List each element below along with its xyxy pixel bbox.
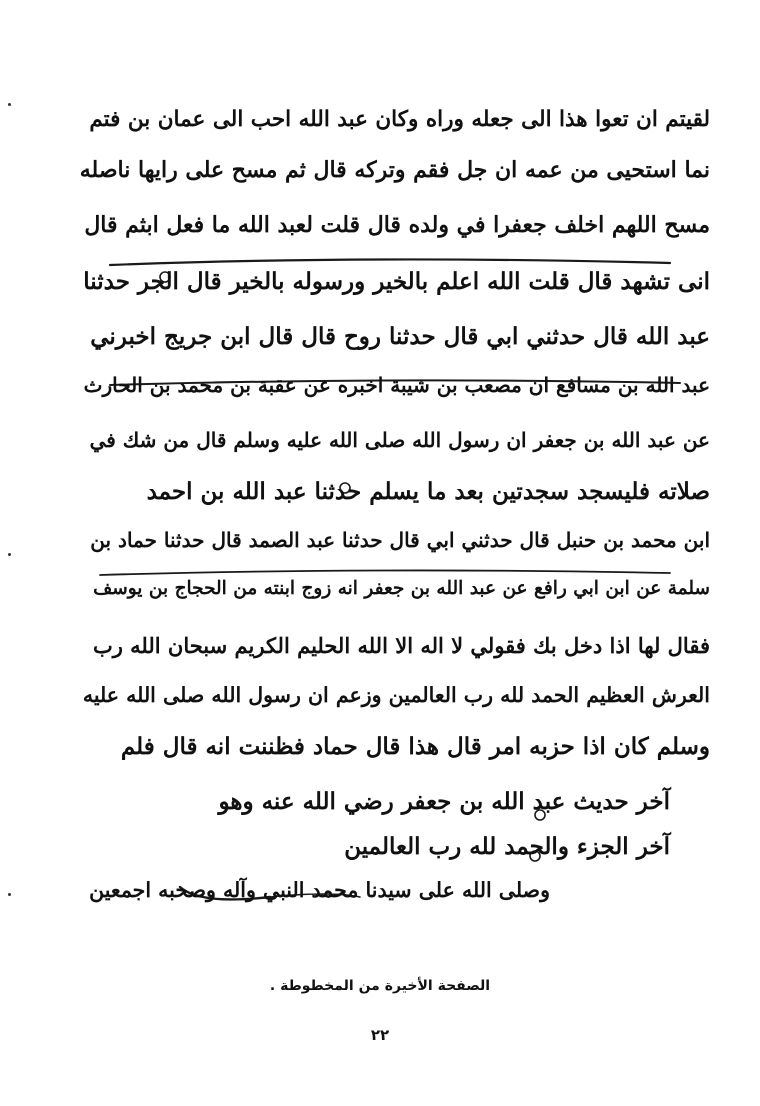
manuscript-line-9: ابن محمد بن حنبل قال حدثني ابي قال حدثنا عبد الصمد قال حدثنا حماد بن <box>90 528 710 552</box>
manuscript-line-8: صلاته فليسجد سجدتين بعد ما يسلم حدثنا عبد الله بن احمد <box>146 478 710 505</box>
manuscript-line-1: لقيتم ان تعوا هذا الى جعله وراه وكان عبد الله احب الى عمان بن فتم <box>89 107 710 132</box>
manuscript-line-12: العرش العظيم الحمد لله رب العالمين وزعم ان رسول الله صلى الله عليه <box>82 683 710 707</box>
scan-speck <box>8 893 11 896</box>
scan-speck <box>8 103 11 106</box>
manuscript-line-4: انى تشهد قال قلت الله اعلم بالخير ورسوله بالخير قال الجر حدثنا <box>83 268 710 295</box>
manuscript-line-6: عبد الله بن مسافع ان مصعب بن شيبة اخبره عن عقبة بن محمد بن الحارث <box>83 373 710 397</box>
baseline-stroke <box>100 570 670 575</box>
figure-caption: الصفحة الأخيرة من المخطوطة . <box>269 978 491 994</box>
manuscript-line-14: آخر حديث عبد الله بن جعفر رضي الله عنه وهو <box>218 788 670 815</box>
manuscript-line-5: عبد الله قال حدثني ابي قال حدثنا روح قال قال ابن جريج اخبرني <box>90 323 710 350</box>
manuscript-line-7: عن عبد الله بن جعفر ان رسول الله صلى الله عليه وسلم قال من شك في <box>89 428 710 452</box>
page-number: ٢٢ <box>370 1026 390 1044</box>
baseline-stroke <box>110 259 670 265</box>
manuscript-line-16: وصلى الله على سيدنا محمد النبي وآله وصحبه اجمعين <box>89 878 550 902</box>
manuscript-image <box>70 85 710 925</box>
manuscript-line-3: مسح اللهم اخلف جعفرا في ولده قال قلت لعبد الله ما فعل ابثم قال <box>84 212 710 238</box>
manuscript-line-13: وسلم كان اذا حزبه امر قال هذا قال حماد فظننت انه قال فلم <box>120 733 710 760</box>
scan-speck <box>8 553 11 556</box>
manuscript-line-2: نما استحيى من عمه ان جل فقم وتركه قال ثم مسح على رايها ناصله <box>79 157 710 183</box>
manuscript-line-10: سلمة عن ابن ابي رافع عن عبد الله بن جعفر انه زوج ابنته من الحجاج بن يوسف <box>93 578 710 599</box>
manuscript-line-15: آخر الجزء والحمد لله رب العالمين <box>344 833 670 860</box>
manuscript-line-11: فقال لها اذا دخل بك فقولي لا اله الا الله الحليم الكريم سبحان الله رب <box>92 633 710 658</box>
